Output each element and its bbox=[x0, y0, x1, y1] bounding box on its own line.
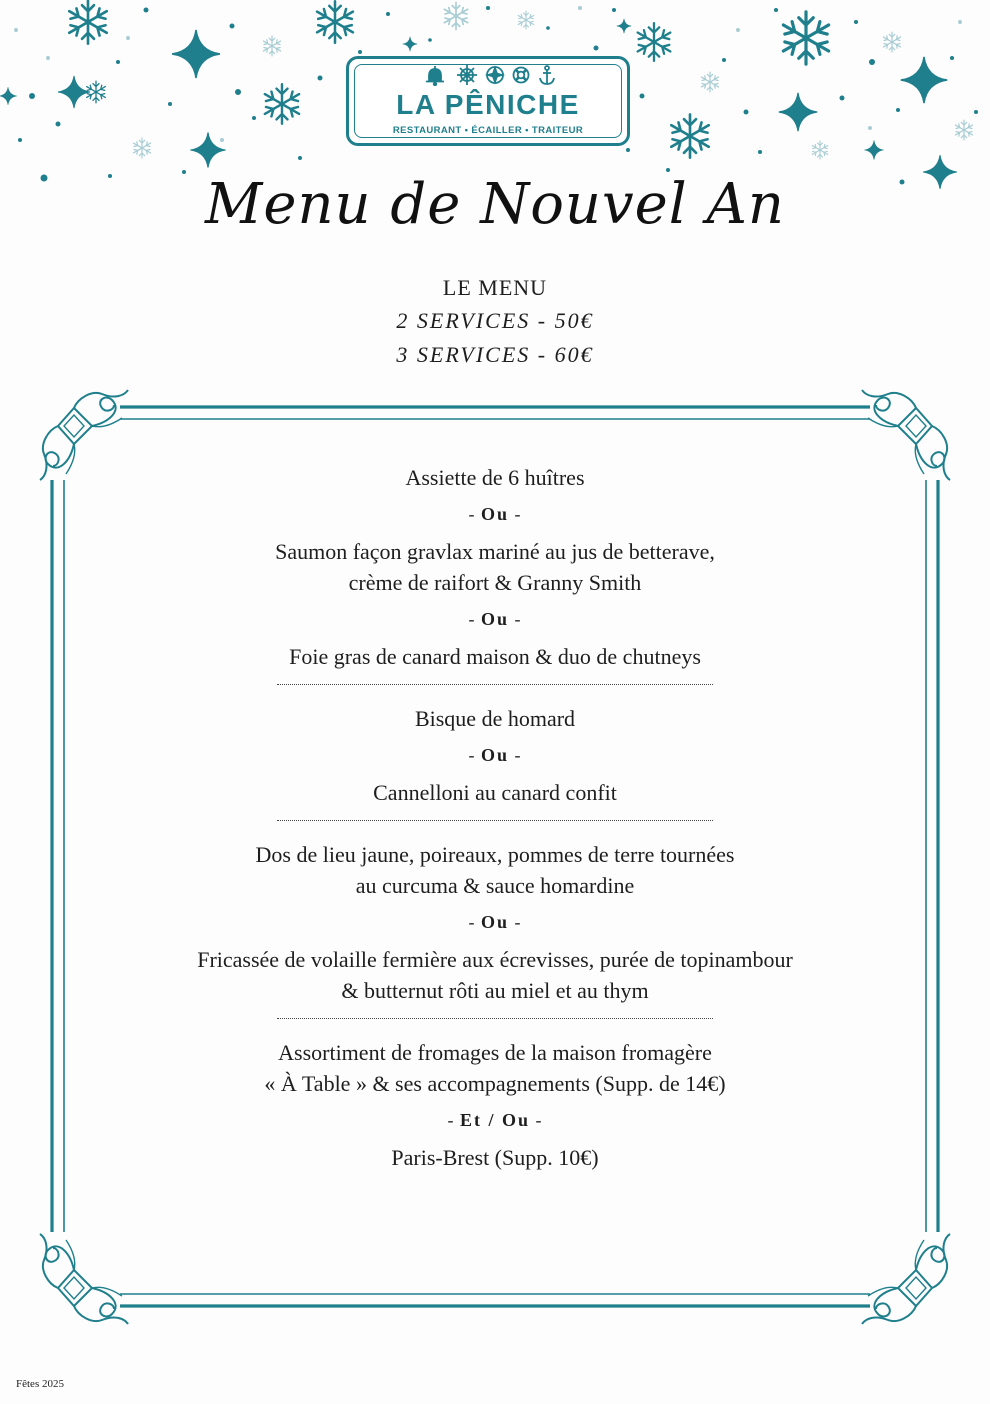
alternative-separator: - Ou - bbox=[468, 504, 522, 524]
menu-content bbox=[60, 462, 930, 1173]
price-option-2-courses: 2 SERVICES - 50€ bbox=[396, 308, 594, 333]
alternative-separator: - Ou - bbox=[468, 745, 522, 765]
course-divider bbox=[277, 684, 713, 685]
anchor-icon bbox=[540, 66, 554, 84]
dish-oysters: Assiette de 6 huîtres bbox=[405, 465, 585, 490]
restaurant-logo bbox=[346, 56, 630, 146]
dish-foie-gras: Foie gras de canard maison & duo de chutneys bbox=[289, 644, 701, 669]
bell-icon bbox=[426, 66, 444, 85]
dish-paris-brest: Paris-Brest (Supp. 10€) bbox=[391, 1145, 599, 1170]
alternative-separator: - Ou - bbox=[468, 609, 522, 629]
dish-cannelloni: Cannelloni au canard confit bbox=[373, 780, 617, 805]
logo-icon-row bbox=[349, 64, 633, 86]
dish-cheese-assortment: Assortiment de fromages de la maison fromagère « À Table » & ses accompagnements (Supp. de 14€) bbox=[264, 1040, 726, 1096]
alternative-separator: - Et / Ou - bbox=[447, 1110, 543, 1130]
logo-name: LA PÊNICHE bbox=[396, 89, 580, 120]
footer-note: Fêtes 2025 bbox=[16, 1378, 64, 1390]
page-title: Menu de Nouvel An bbox=[205, 172, 785, 237]
price-option-3-courses: 3 SERVICES - 60€ bbox=[396, 342, 594, 367]
lifebuoy-icon bbox=[514, 68, 529, 83]
course-divider bbox=[277, 820, 713, 821]
course-divider bbox=[277, 1018, 713, 1019]
logo-tagline: RESTAURANT • ÉCAILLER • TRAITEUR bbox=[392, 125, 584, 136]
dish-salmon-gravlax: Saumon façon gravlax mariné au jus de betterave, crème de raifort & Granny Smith bbox=[275, 539, 715, 595]
pricing-block bbox=[0, 272, 990, 372]
dish-pollock: Dos de lieu jaune, poireaux, pommes de terre tournées au curcuma & sauce homardine bbox=[255, 842, 735, 898]
dish-lobster-bisque: Bisque de homard bbox=[414, 706, 576, 731]
ship-wheel-icon bbox=[457, 65, 477, 85]
alternative-separator: - Ou - bbox=[468, 912, 522, 932]
compass-icon bbox=[487, 67, 503, 83]
menu-heading: LE MENU bbox=[442, 275, 548, 300]
dish-poultry-fricassee: Fricassée de volaille fermière aux écrevisses, purée de topinambour & butternut rôti au miel et au thym bbox=[197, 947, 793, 1003]
